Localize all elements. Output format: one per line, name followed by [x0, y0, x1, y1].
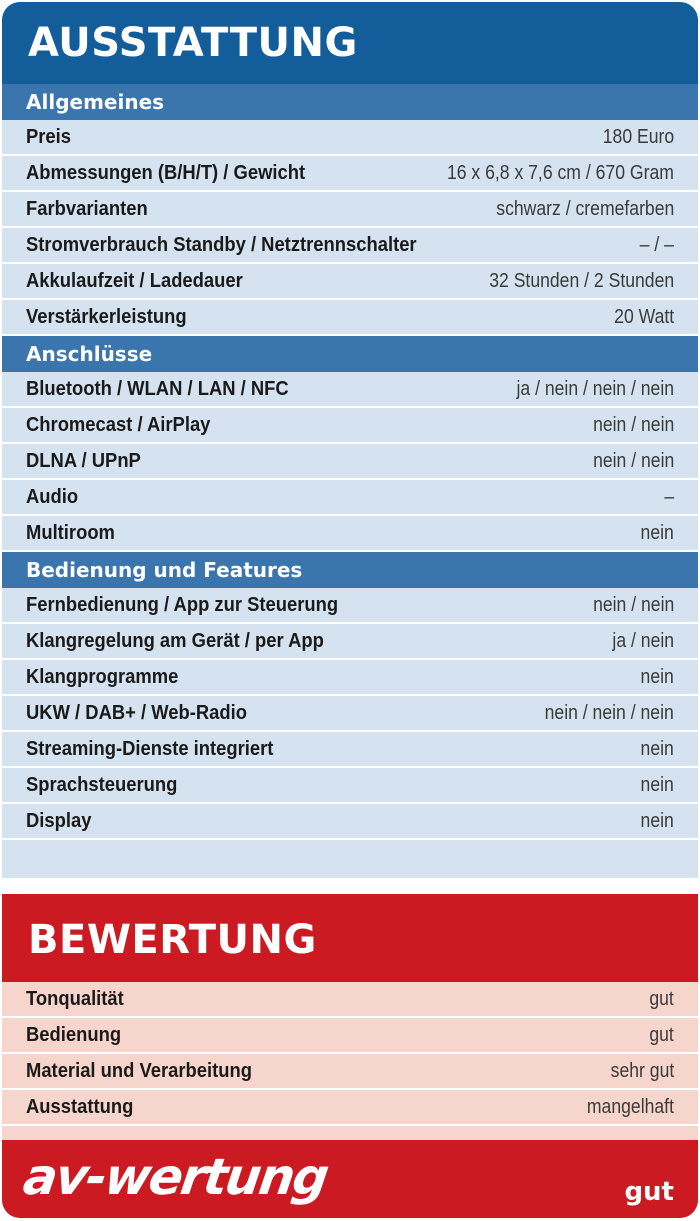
- spec-row: [2, 372, 698, 408]
- spec-row: [2, 192, 698, 228]
- spec-row: [2, 408, 698, 444]
- spec-value: 16 x 6,8 x 7,6 cm / 670 Gram: [447, 161, 674, 184]
- rating-value: gut: [649, 1023, 674, 1046]
- rating-label: Bedienung: [26, 1023, 122, 1046]
- spec-row: [2, 696, 698, 732]
- spec-row: [2, 660, 698, 696]
- spec-value: ja / nein / nein / nein: [516, 377, 674, 400]
- rating-row: [2, 982, 698, 1018]
- spec-row: [2, 120, 698, 156]
- spec-label: Preis: [26, 125, 72, 148]
- spec-label: Klangprogramme: [26, 665, 179, 688]
- rating-label: Material und Verarbeitung: [26, 1059, 252, 1082]
- overall-rating: gut: [624, 1177, 674, 1207]
- spec-value: 20 Watt: [613, 305, 674, 328]
- spec-label: Audio: [26, 485, 79, 508]
- spec-row: [2, 228, 698, 264]
- spec-value: schwarz / cremefarben: [495, 197, 674, 220]
- spec-label: Abmessungen (B/H/T) / Gewicht: [26, 161, 306, 184]
- spec-label: DLNA / UPnP: [26, 449, 141, 472]
- spec-label: Stromverbrauch Standby / Netztrennschalter: [26, 233, 417, 256]
- spec-value: 32 Stunden / 2 Stunden: [489, 269, 674, 292]
- spec-label: Fernbedienung / App zur Steuerung: [26, 593, 339, 616]
- av-wertung-footer: [2, 1140, 698, 1218]
- spec-label: Display: [26, 809, 92, 832]
- spec-row: [2, 264, 698, 300]
- rating-value: mangelhaft: [586, 1095, 674, 1118]
- spec-row: [2, 300, 698, 336]
- spec-row: [2, 480, 698, 516]
- spec-row: [2, 624, 698, 660]
- rating-value: gut: [649, 987, 674, 1010]
- spec-label: Klangregelung am Gerät / per App: [26, 629, 324, 652]
- spec-value: nein: [640, 773, 674, 796]
- section-heading-anschluesse: Anschlüsse: [2, 336, 698, 372]
- spec-label: UKW / DAB+ / Web-Radio: [26, 701, 247, 724]
- av-wertung-logo: av-wertung: [19, 1148, 331, 1206]
- spec-row: [2, 732, 698, 768]
- spec-value: nein: [640, 665, 674, 688]
- spec-value: –: [664, 485, 674, 508]
- spec-value: ja / nein: [612, 629, 674, 652]
- spec-label: Farbvarianten: [26, 197, 148, 220]
- spec-value: nein / nein: [592, 413, 674, 436]
- rating-value: sehr gut: [610, 1059, 674, 1082]
- rating-label: Tonqualität: [26, 987, 124, 1010]
- ausstattung-panel: [2, 2, 698, 878]
- spec-label: Multiroom: [26, 521, 115, 544]
- ausstattung-title: AUSSTATTUNG: [2, 2, 698, 84]
- bewertung-title: BEWERTUNG: [2, 894, 698, 982]
- spec-value: nein: [640, 737, 674, 760]
- spec-label: Verstärkerleistung: [26, 305, 187, 328]
- spec-label: Akkulaufzeit / Ladedauer: [26, 269, 243, 292]
- spec-row: [2, 768, 698, 804]
- section-heading-bedienung-features: Bedienung und Features: [2, 552, 698, 588]
- spec-label: Streaming-Dienste integriert: [26, 737, 274, 760]
- spec-row: [2, 804, 698, 840]
- rating-row: [2, 1018, 698, 1054]
- spec-value: 180 Euro: [602, 125, 674, 148]
- spec-value: nein / nein: [592, 593, 674, 616]
- spec-value: nein / nein: [592, 449, 674, 472]
- section-heading-allgemeines: Allgemeines: [2, 84, 698, 120]
- spec-row: [2, 588, 698, 624]
- bewertung-panel: [2, 894, 698, 1218]
- spec-label: Chromecast / AirPlay: [26, 413, 211, 436]
- spec-value: nein: [640, 809, 674, 832]
- spec-row: [2, 444, 698, 480]
- spec-value: – / –: [639, 233, 674, 256]
- spec-row: [2, 516, 698, 552]
- rating-label: Ausstattung: [26, 1095, 134, 1118]
- spec-value: nein: [640, 521, 674, 544]
- rating-row: [2, 1054, 698, 1090]
- spec-value: nein / nein / nein: [544, 701, 674, 724]
- rating-row: [2, 1090, 698, 1126]
- spec-row: [2, 156, 698, 192]
- spec-label: Bluetooth / WLAN / LAN / NFC: [26, 377, 289, 400]
- spec-label: Sprachsteuerung: [26, 773, 178, 796]
